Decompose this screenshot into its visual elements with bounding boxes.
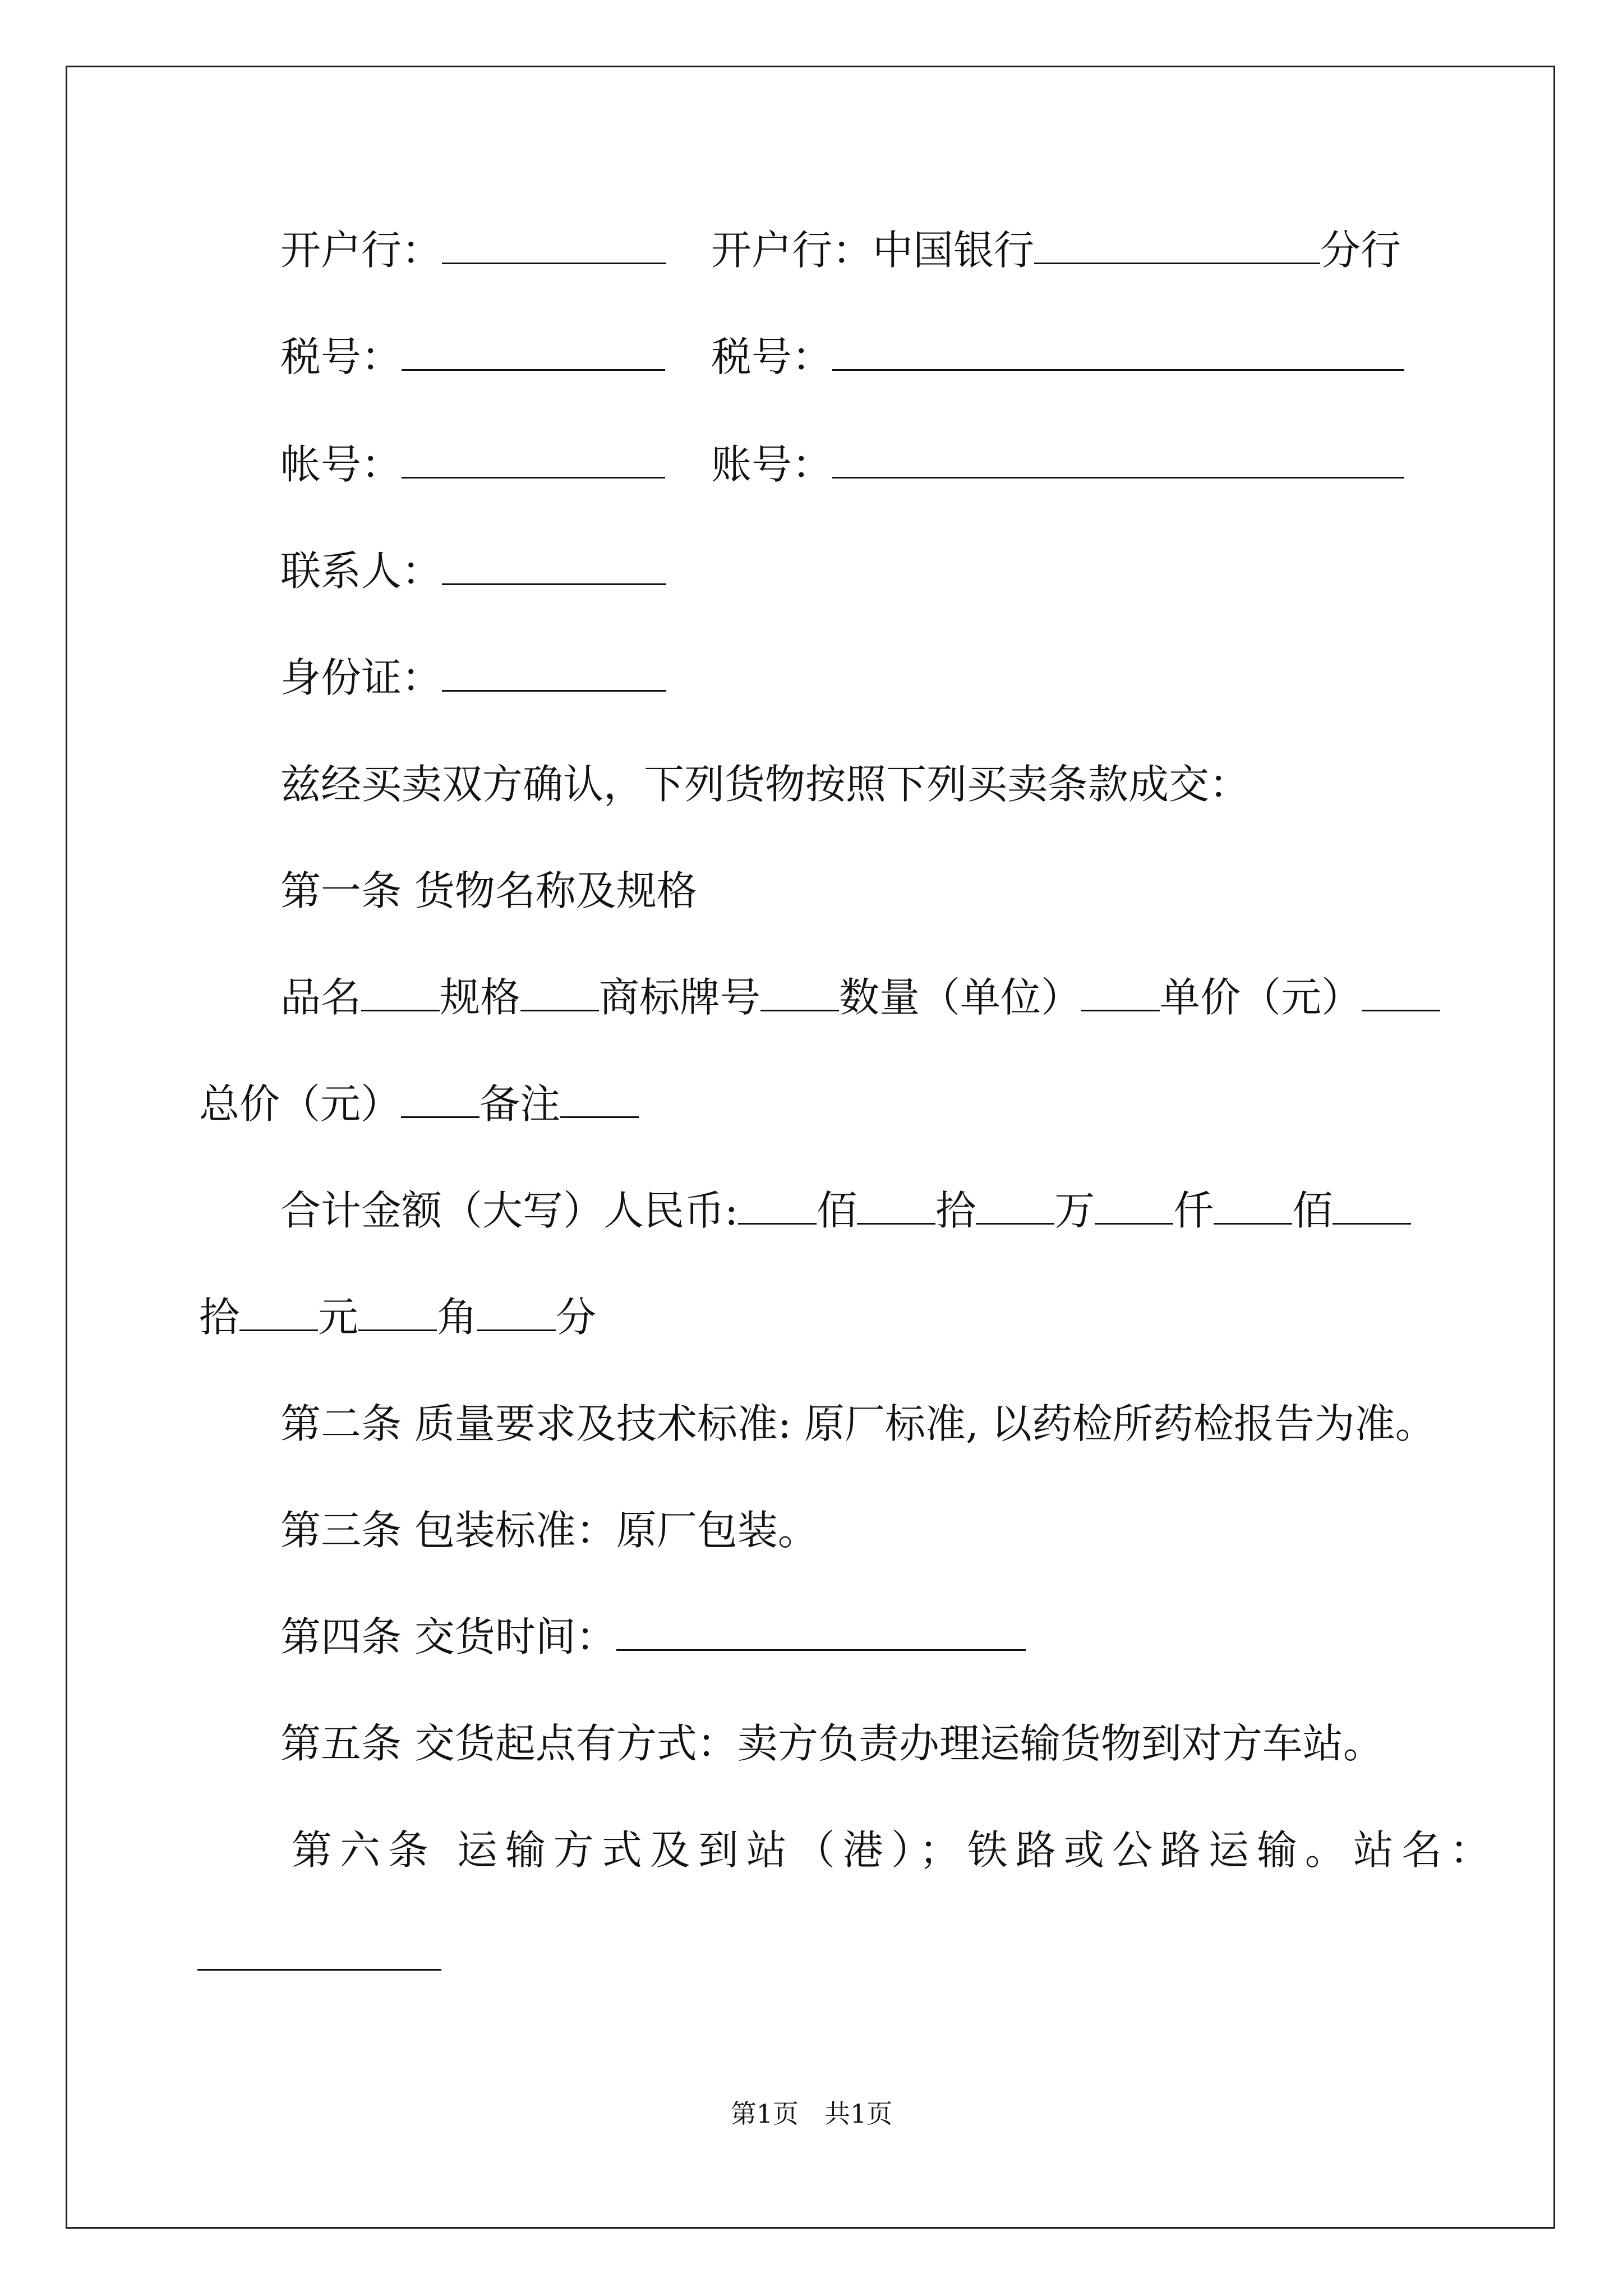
tax-right-blank bbox=[832, 332, 1404, 371]
account-left-line bbox=[280, 438, 665, 491]
article-4-label: 第四条 交货时间： bbox=[280, 1613, 616, 1660]
tax-left-label: 税号： bbox=[280, 333, 402, 380]
amount-unit: 分 bbox=[556, 1294, 597, 1341]
contact-blank bbox=[442, 546, 666, 585]
bank-left-line bbox=[280, 223, 666, 277]
blank bbox=[239, 1292, 318, 1331]
bank-right-label: 开户行：中国银行 bbox=[711, 227, 1035, 274]
contact-label: 联系人： bbox=[280, 547, 442, 595]
blank bbox=[477, 1292, 556, 1331]
items-line-2 bbox=[199, 1077, 639, 1131]
item-remark-label: 备注 bbox=[479, 1080, 561, 1128]
bank-left-label: 开户行： bbox=[280, 227, 442, 274]
amount-unit: 拾 bbox=[935, 1187, 976, 1234]
item-price-label: 单价（元） bbox=[1160, 974, 1362, 1021]
item-brand-label: 商标牌号 bbox=[599, 974, 761, 1021]
article-1-heading: 第一条 货物名称及规格 bbox=[280, 867, 697, 914]
amount-unit: 佰 bbox=[817, 1187, 857, 1234]
blank bbox=[358, 1292, 437, 1331]
amount-label: 合计金额（大写）人民币: bbox=[280, 1187, 739, 1234]
article-3: 第三条 包装标准：原厂包装。 bbox=[280, 1507, 818, 1554]
blank bbox=[401, 1079, 479, 1118]
blank bbox=[760, 973, 839, 1011]
bank-right-suffix: 分行 bbox=[1320, 227, 1401, 274]
items-line bbox=[280, 970, 1440, 1024]
tax-right-label: 税号： bbox=[711, 333, 833, 380]
amount-unit: 角 bbox=[437, 1294, 478, 1341]
contact-line bbox=[280, 544, 666, 598]
blank bbox=[1095, 1186, 1173, 1225]
amount-unit: 仟 bbox=[1173, 1187, 1214, 1234]
article-2: 第二条 质量要求及技术标准: 原厂标准, 以药检所药检报告为准。 bbox=[280, 1400, 1436, 1447]
id-card-line bbox=[280, 651, 666, 705]
item-name-label: 品名 bbox=[280, 974, 362, 1021]
station-name-line bbox=[197, 1930, 441, 1984]
tax-left-blank bbox=[402, 332, 665, 371]
article-5: 第五条 交货起点有方式：卖方负责办理运输货物到对方车站。 bbox=[280, 1720, 1384, 1767]
tax-right-line bbox=[711, 330, 1404, 384]
blank bbox=[560, 1079, 639, 1118]
item-total-label: 总价（元） bbox=[199, 1080, 402, 1128]
station-name-blank bbox=[197, 1932, 441, 1971]
account-left-label: 帐号： bbox=[280, 441, 402, 488]
blank bbox=[520, 973, 599, 1011]
item-qty-label: 数量（单位） bbox=[839, 974, 1082, 1021]
intro-paragraph: 兹经买卖双方确认，下列货物按照下列买卖条款成交： bbox=[280, 761, 1250, 808]
account-right-label: 账号： bbox=[711, 441, 833, 488]
amount-unit: 拾 bbox=[199, 1294, 240, 1341]
article-4-line bbox=[280, 1610, 1026, 1664]
amount-line-2 bbox=[199, 1290, 596, 1344]
item-spec-label: 规格 bbox=[440, 974, 521, 1021]
id-card-blank bbox=[442, 653, 666, 692]
blank bbox=[1081, 973, 1160, 1011]
page-footer: 第1页 共1页 bbox=[730, 2099, 893, 2129]
blank bbox=[361, 973, 440, 1011]
tax-left-line bbox=[280, 330, 665, 384]
amount-unit: 佰 bbox=[1292, 1187, 1333, 1234]
account-right-blank bbox=[832, 440, 1404, 478]
blank bbox=[976, 1186, 1054, 1225]
blank bbox=[1362, 973, 1440, 1011]
amount-unit: 万 bbox=[1054, 1187, 1095, 1234]
article-6: 第六条 运输方式及到站（港）；铁路或公路运输。站名： bbox=[292, 1826, 1498, 1874]
amount-unit: 元 bbox=[318, 1294, 359, 1341]
blank bbox=[738, 1186, 817, 1225]
bank-right-blank bbox=[1034, 226, 1320, 264]
id-card-label: 身份证： bbox=[280, 654, 442, 701]
account-right-line bbox=[711, 438, 1404, 491]
delivery-time-blank bbox=[616, 1612, 1026, 1651]
bank-right-line bbox=[711, 223, 1401, 277]
blank bbox=[1332, 1186, 1411, 1225]
amount-line bbox=[280, 1184, 1411, 1237]
blank bbox=[1214, 1186, 1292, 1225]
account-left-blank bbox=[402, 440, 665, 478]
blank bbox=[857, 1186, 935, 1225]
bank-left-blank bbox=[442, 226, 666, 264]
page-border bbox=[66, 66, 1555, 2229]
